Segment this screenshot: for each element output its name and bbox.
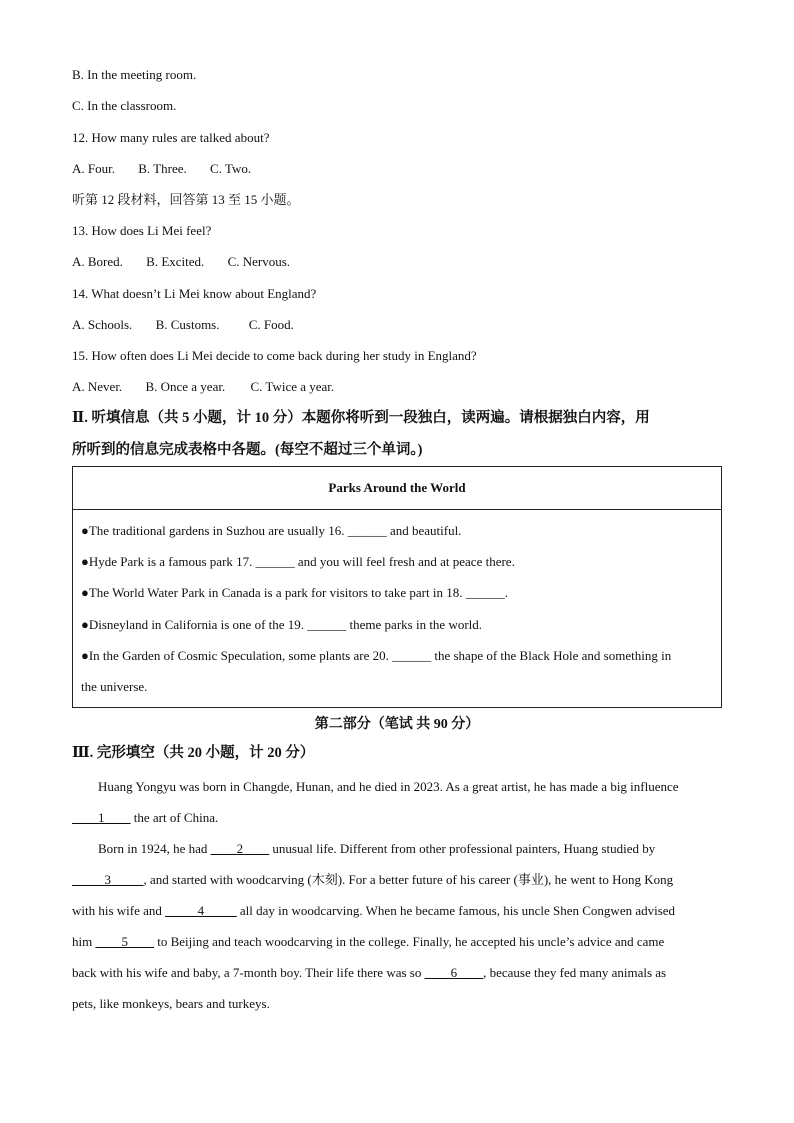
paragraph-line: Born in 1924, he had ____2____ unusual life. Different from other professional painters, Huang studied by bbox=[98, 841, 656, 856]
paragraph-line: back with his wife and baby, a 7-month boy. Their life there was so ____6____, because they fed many animals as bbox=[72, 965, 667, 980]
option: C. Two. bbox=[209, 161, 252, 176]
blank-4[interactable]: _____4_____ bbox=[165, 903, 237, 918]
question-14-options bbox=[72, 316, 294, 334]
table-row: ●In the Garden of Cosmic Speculation, some plants are 20. ______ the shape of the Black Hole and something in bbox=[81, 648, 672, 663]
question-13-options bbox=[72, 253, 290, 271]
table-row: the universe. bbox=[81, 679, 148, 694]
section-2-heading-line-1: Ⅱ. 听填信息（共 5 小题，计 10 分）本题你将听到一段独白，读两遍。请根据独白内容，用 bbox=[72, 410, 650, 426]
question-12-options bbox=[72, 160, 251, 178]
blank-2[interactable]: ____2____ bbox=[210, 841, 270, 856]
question-12: 12. How many rules are talked about? bbox=[72, 130, 270, 145]
blank-5[interactable]: ____5____ bbox=[95, 934, 154, 949]
table-row: ●The World Water Park in Canada is a park for visitors to take part in 18. ______. bbox=[81, 585, 508, 600]
question-13: 13. How does Li Mei feel? bbox=[72, 223, 212, 238]
paragraph-line: _____3_____, and started with woodcarving (木刻). For a better future of his career (事业), he went to Hong Kong bbox=[72, 872, 674, 887]
paragraph-line: with his wife and _____4_____ all day in woodcarving. When he became famous, his uncle Shen Congwen advised bbox=[72, 903, 676, 918]
q11-option-b: B. In the meeting room. bbox=[72, 67, 197, 82]
paragraph-line: him ____5____ to Beijing and teach woodcarving in the college. Finally, he accepted his uncle’s advice and came bbox=[72, 934, 665, 949]
option: B. Three. bbox=[138, 161, 187, 176]
section-3-heading: Ⅲ. 完形填空（共 20 小题，计 20 分） bbox=[72, 745, 315, 761]
question-15-options bbox=[72, 378, 334, 396]
blank-3[interactable]: _____3_____ bbox=[72, 872, 144, 887]
option: B. Once a year. bbox=[145, 379, 226, 394]
table-row: ●The traditional gardens in Suzhou are usually 16. ______ and beautiful. bbox=[81, 523, 462, 538]
section-2-heading-line-2: 所听到的信息完成表格中各题。(每空不超过三个单词。) bbox=[72, 442, 423, 458]
question-15: 15. How often does Li Mei decide to come back during her study in England? bbox=[72, 348, 477, 363]
table-row: ●Disneyland in California is one of the 19. ______ theme parks in the world. bbox=[81, 617, 483, 632]
cloze-passage bbox=[72, 771, 722, 1019]
option: A. Schools. bbox=[72, 317, 133, 332]
material-12-instruction: 听第 12 段材料，回答第 13 至 15 小题。 bbox=[72, 192, 300, 207]
table-title: Parks Around the World bbox=[73, 467, 721, 510]
option: B. Customs. bbox=[155, 317, 220, 332]
part-2-title: 第二部分（笔试 共 90 分） bbox=[314, 717, 480, 732]
option: C. Twice a year. bbox=[250, 379, 335, 394]
table-row: ●Hyde Park is a famous park 17. ______ and you will feel fresh and at peace there. bbox=[81, 554, 515, 569]
blank-6[interactable]: ____6____ bbox=[424, 965, 484, 980]
option: B. Excited. bbox=[146, 254, 205, 269]
paragraph-line: ____1____ the art of China. bbox=[72, 810, 219, 825]
option: A. Bored. bbox=[72, 254, 123, 269]
question-14: 14. What doesn’t Li Mei know about England? bbox=[72, 286, 317, 301]
option: C. Nervous. bbox=[227, 254, 291, 269]
option: A. Never. bbox=[72, 379, 123, 394]
paragraph-line: Huang Yongyu was born in Changde, Hunan, and he died in 2023. As a great artist, he has made a big influence bbox=[98, 779, 679, 794]
option: C. Food. bbox=[248, 317, 294, 332]
paragraph-line: pets, like monkeys, bears and turkeys. bbox=[72, 996, 270, 1011]
q11-option-c: C. In the classroom. bbox=[72, 98, 177, 113]
parks-table bbox=[72, 466, 722, 708]
option: A. Four. bbox=[72, 161, 115, 176]
blank-1[interactable]: ____1____ bbox=[72, 810, 131, 825]
